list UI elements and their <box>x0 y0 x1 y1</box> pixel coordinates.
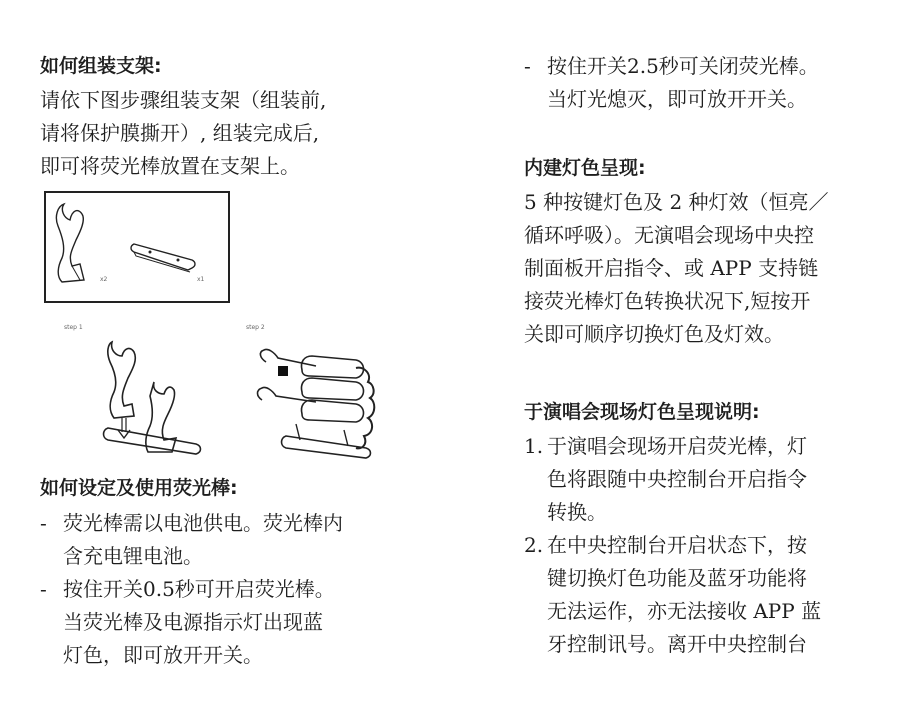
list-item-line: 在中央控制台开启状态下，按 <box>547 533 807 557</box>
builtin-heading: 内建灯色呈现: <box>524 157 646 179</box>
list-item-line: 色将跟随中央控制台开启指令 <box>547 467 807 491</box>
concert-list <box>524 430 821 661</box>
list-marker: - <box>524 54 531 78</box>
assemble-line: 请将保护膜撕开）, 组装完成后, <box>40 121 320 145</box>
concert-heading: 于演唱会现场灯色呈现说明: <box>524 401 760 423</box>
qty-label-bar: x1 <box>197 276 205 283</box>
usage-list <box>40 507 343 672</box>
assemble-line: 即可将荧光棒放置在支架上。 <box>40 154 300 178</box>
list-item-line: 牙控制讯号。离开中央控制台 <box>547 632 807 656</box>
usage-heading: 如何设定及使用荧光棒: <box>40 477 238 499</box>
list-item <box>40 507 343 573</box>
builtin-line: 关即可顺序切换灯色及灯效。 <box>524 322 784 346</box>
list-item-line: 按住开关2.5秒可关闭荧光棒。 <box>547 54 819 78</box>
power-off-item <box>524 50 819 116</box>
step-1-label: step 1 <box>64 324 83 331</box>
step-1-drawing <box>104 334 204 464</box>
step-2-drawing <box>256 340 386 460</box>
list-item <box>40 573 343 672</box>
list-marker: - <box>40 511 47 535</box>
list-item-line: 于演唱会现场开启荧光棒，灯 <box>547 434 807 458</box>
list-item <box>524 529 821 661</box>
qty-label-side: x2 <box>100 276 108 283</box>
list-marker: - <box>40 577 47 601</box>
list-marker: 1. <box>524 434 544 458</box>
list-item-line: 当荧光棒及电源指示灯出现蓝 <box>63 610 323 634</box>
assemble-text <box>40 84 326 183</box>
step-2-label: step 2 <box>246 324 265 331</box>
list-item-line: 荧光棒需以电池供电。荧光棒内 <box>63 511 343 535</box>
builtin-line: 循环呼吸）。无演唱会现场中央控 <box>524 223 814 247</box>
list-item-line: 键切换灯色功能及蓝牙功能将 <box>547 566 807 590</box>
builtin-line: 5 种按键灯色及 2 种灯效（恒亮／ <box>524 190 829 214</box>
stand-bar-piece-drawing <box>130 238 200 278</box>
assemble-heading: 如何组装支架: <box>40 55 162 77</box>
builtin-line: 接荧光棒灯色转换状况下,短按开 <box>524 289 811 313</box>
list-item-line: 灯色，即可放开开关。 <box>63 643 263 667</box>
list-item-line: 无法运作，亦无法接收 APP 蓝 <box>547 599 822 623</box>
list-marker: 2. <box>524 533 544 557</box>
list-item-line: 转换。 <box>547 500 607 524</box>
list-item-line: 当灯光熄灭，即可放开开关。 <box>547 87 807 111</box>
list-item-line: 按住开关0.5秒可开启荧光棒。 <box>63 577 335 601</box>
builtin-text <box>524 186 829 351</box>
list-item <box>524 430 821 529</box>
builtin-line: 制面板开启指令、或 APP 支持链 <box>524 256 819 280</box>
assemble-line: 请依下图步骤组装支架（组装前, <box>40 88 327 112</box>
list-item-line: 含充电锂电池。 <box>63 544 203 568</box>
